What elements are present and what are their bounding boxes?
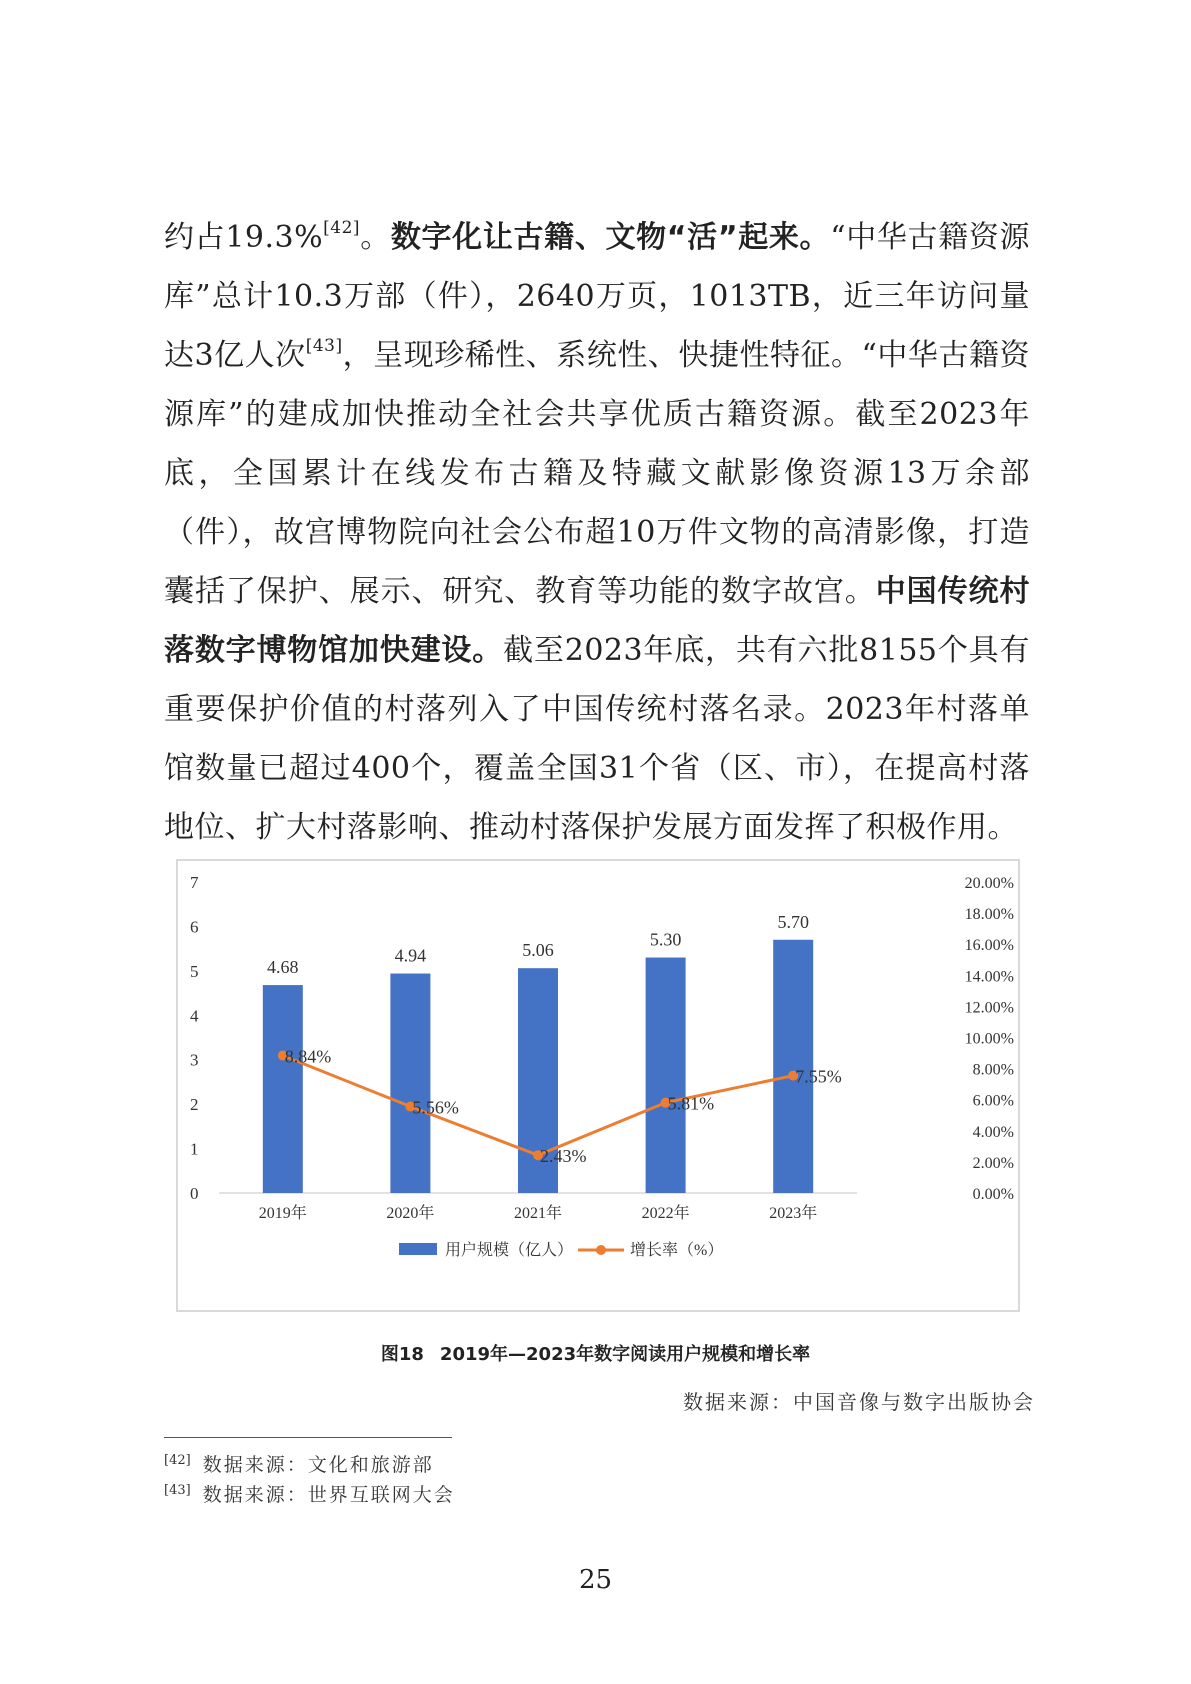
x-axis-tick: 2020年 [386, 1205, 435, 1222]
x-axis-tick: 2019年 [258, 1205, 307, 1222]
growth-value-label: 8.84% [284, 1046, 332, 1067]
body-text [164, 208, 1030, 857]
right-axis-tick: 14.00% [964, 968, 1014, 986]
chart-frame [176, 859, 1020, 1312]
right-axis-tick: 6.00% [972, 1092, 1014, 1110]
bold-phrase: 数字化让古籍、文物“活”起来。 [390, 220, 831, 255]
left-axis-tick: 2 [190, 1095, 199, 1115]
footnote-divider [164, 1437, 452, 1438]
right-axis-tick: 18.00% [964, 906, 1014, 924]
growth-value-label: 5.81% [667, 1093, 715, 1114]
data-source-note: 数据来源：中国音像与数字出版协会 [683, 1390, 1035, 1414]
left-axis-tick: 1 [190, 1139, 199, 1159]
footnote-mark: [43] [164, 1483, 191, 1498]
bar [390, 974, 430, 1193]
footnote-text: 数据来源：文化和旅游部 [202, 1454, 434, 1476]
left-axis-tick: 0 [190, 1184, 199, 1203]
right-axis-tick: 12.00% [964, 999, 1014, 1017]
right-axis-tick: 8.00% [972, 1061, 1014, 1079]
bar-value-label: 4.94 [394, 945, 427, 966]
combo-chart [178, 861, 1018, 1310]
right-axis-tick: 2.00% [972, 1154, 1014, 1172]
right-axis-tick: 10.00% [964, 1030, 1014, 1048]
left-axis-tick: 3 [190, 1050, 199, 1070]
legend-bar-swatch [399, 1243, 437, 1255]
figure-title: 2019年—2023年数字阅读用户规模和增长率 [439, 1344, 811, 1365]
figure-caption [0, 1340, 1191, 1366]
legend-line-label: 增长率（%） [630, 1242, 724, 1259]
figure-number: 图18 [380, 1344, 424, 1365]
page-number: 25 [578, 1565, 613, 1595]
x-axis-tick: 2021年 [513, 1205, 563, 1222]
growth-value-label: 7.55% [795, 1066, 842, 1087]
bold-phrase: 中国传统村落数字博物馆加快建设。 [164, 574, 1031, 668]
text-run: 。 [360, 220, 391, 255]
left-axis-tick: 7 [190, 873, 199, 892]
text-run: 约占19.3% [164, 220, 324, 255]
right-axis-tick: 4.00% [972, 1123, 1014, 1141]
text-run: “中华古籍资源库”总计10.3万部（件），2640万页，1013TB，近三年访问量达3亿人次 [164, 220, 1031, 373]
bar-value-label: 5.06 [522, 940, 554, 961]
bar-value-label: 5.30 [649, 929, 682, 950]
footnote-mark: [42] [164, 1453, 191, 1468]
text-run: 截至2023年底，共有六批8155个具有重要保护价值的村落列入了中国传统村落名录。2023年村落单馆数量已超过400个，覆盖全国31个省（区、市），在提高村落地位、扩大村落影响、推动村落保护发展方面发挥了积极作用。 [164, 633, 1030, 845]
left-axis-tick: 6 [190, 917, 199, 937]
footnote-42 [164, 1450, 434, 1477]
x-axis-tick: 2023年 [769, 1205, 818, 1222]
right-axis-tick: 16.00% [964, 937, 1014, 955]
right-axis-tick: 0.00% [972, 1186, 1014, 1203]
bar-value-label: 4.68 [267, 957, 299, 978]
paragraph [164, 208, 1030, 857]
footnote-ref[interactable]: [42] [323, 218, 361, 238]
legend-bar-label: 用户规模（亿人） [445, 1242, 574, 1259]
bar [646, 958, 686, 1193]
footnote-text: 数据来源：世界互联网大会 [202, 1484, 455, 1506]
growth-value-label: 2.43% [540, 1146, 587, 1167]
legend-line-marker [596, 1245, 606, 1255]
bar-value-label: 5.70 [777, 911, 809, 932]
x-axis-tick: 2022年 [641, 1205, 690, 1222]
footnote-43 [164, 1480, 455, 1507]
right-axis-tick: 20.00% [964, 875, 1014, 892]
growth-value-label: 5.56% [412, 1097, 459, 1118]
bar [263, 985, 303, 1193]
footnote-ref[interactable]: [43] [305, 336, 343, 356]
left-axis-tick: 5 [190, 961, 199, 981]
left-axis-tick: 4 [190, 1006, 199, 1026]
text-run: ，呈现珍稀性、系统性、快捷性特征。“中华古籍资源库”的建成加快推动全社会共享优质古籍资源。截至2023年底，全国累计在线发布古籍及特藏文献影像资源13万余部（件），故宫博物院向社会公布超10万件文物的高清影像，打造囊括了保护、展示、研究、教育等功能的数字故宫。 [164, 338, 1031, 609]
